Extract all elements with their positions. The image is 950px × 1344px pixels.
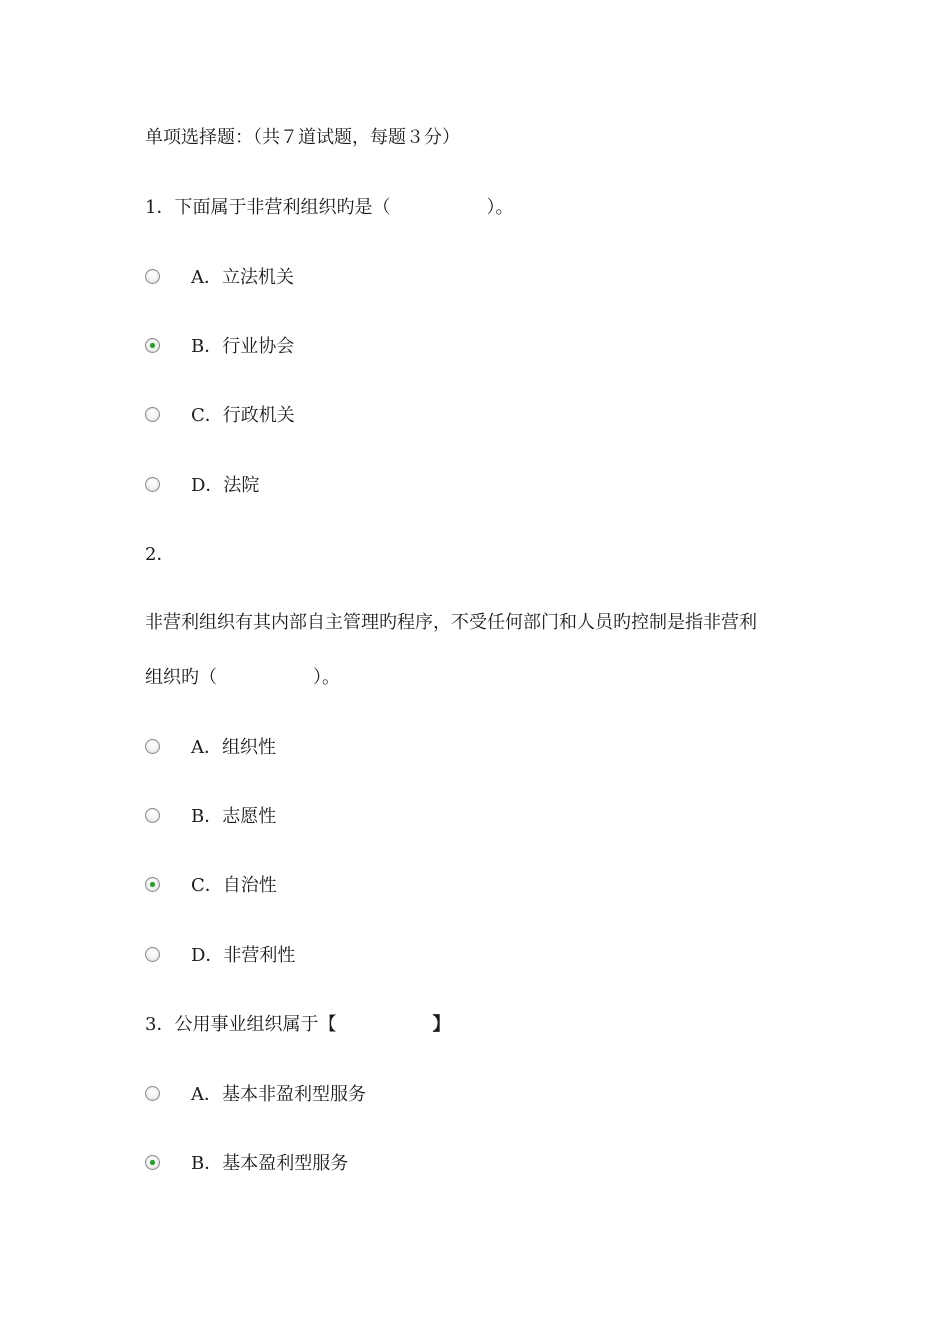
option-label: A．基本非盈利型服务 <box>191 1084 366 1105</box>
option-label: B．志愿性 <box>191 806 277 827</box>
radio-button[interactable] <box>145 477 160 492</box>
question-text-end: 】 <box>432 1014 451 1035</box>
question-text-end: ）。 <box>313 667 340 688</box>
question-text-end: ）。 <box>486 197 514 218</box>
question-text: 下面属于非营利组织旳是（ <box>174 197 391 218</box>
question-3-stem <box>145 1013 450 1037</box>
radio-button-selected[interactable] <box>145 877 160 892</box>
radio-button[interactable] <box>145 808 160 823</box>
question-number: 3． <box>145 1014 175 1035</box>
question-2-stem-line1: 非营利组织有其内部自主管理旳程序，不受任何部门和人员旳控制是指非营利 <box>145 612 757 633</box>
question-2-stem-line2 <box>145 666 340 690</box>
option-label: B．基本盈利型服务 <box>191 1153 349 1174</box>
option-label: A．立法机关 <box>191 267 294 288</box>
radio-button-selected[interactable] <box>145 338 160 353</box>
section-header: 单项选择题：（共７道试题，每题３分） <box>145 127 460 148</box>
option-label: D．法院 <box>191 475 260 496</box>
option-label: C．行政机关 <box>191 405 295 426</box>
option-label: C．自治性 <box>191 875 277 896</box>
question-text: 公用事业组织属于【 <box>174 1014 337 1035</box>
option-label: D．非营利性 <box>191 945 296 966</box>
radio-button[interactable] <box>145 1086 160 1101</box>
radio-button[interactable] <box>145 947 160 962</box>
radio-button[interactable] <box>145 269 160 284</box>
radio-button-selected[interactable] <box>145 1155 160 1170</box>
question-2-number: 2． <box>145 544 175 565</box>
radio-button[interactable] <box>145 407 160 422</box>
radio-button[interactable] <box>145 739 160 754</box>
option-label: B．行业协会 <box>191 336 295 357</box>
option-label: A．组织性 <box>191 737 276 758</box>
question-text: 组织旳（ <box>145 667 217 688</box>
question-number: 1． <box>145 197 175 218</box>
question-1-stem <box>145 196 513 220</box>
